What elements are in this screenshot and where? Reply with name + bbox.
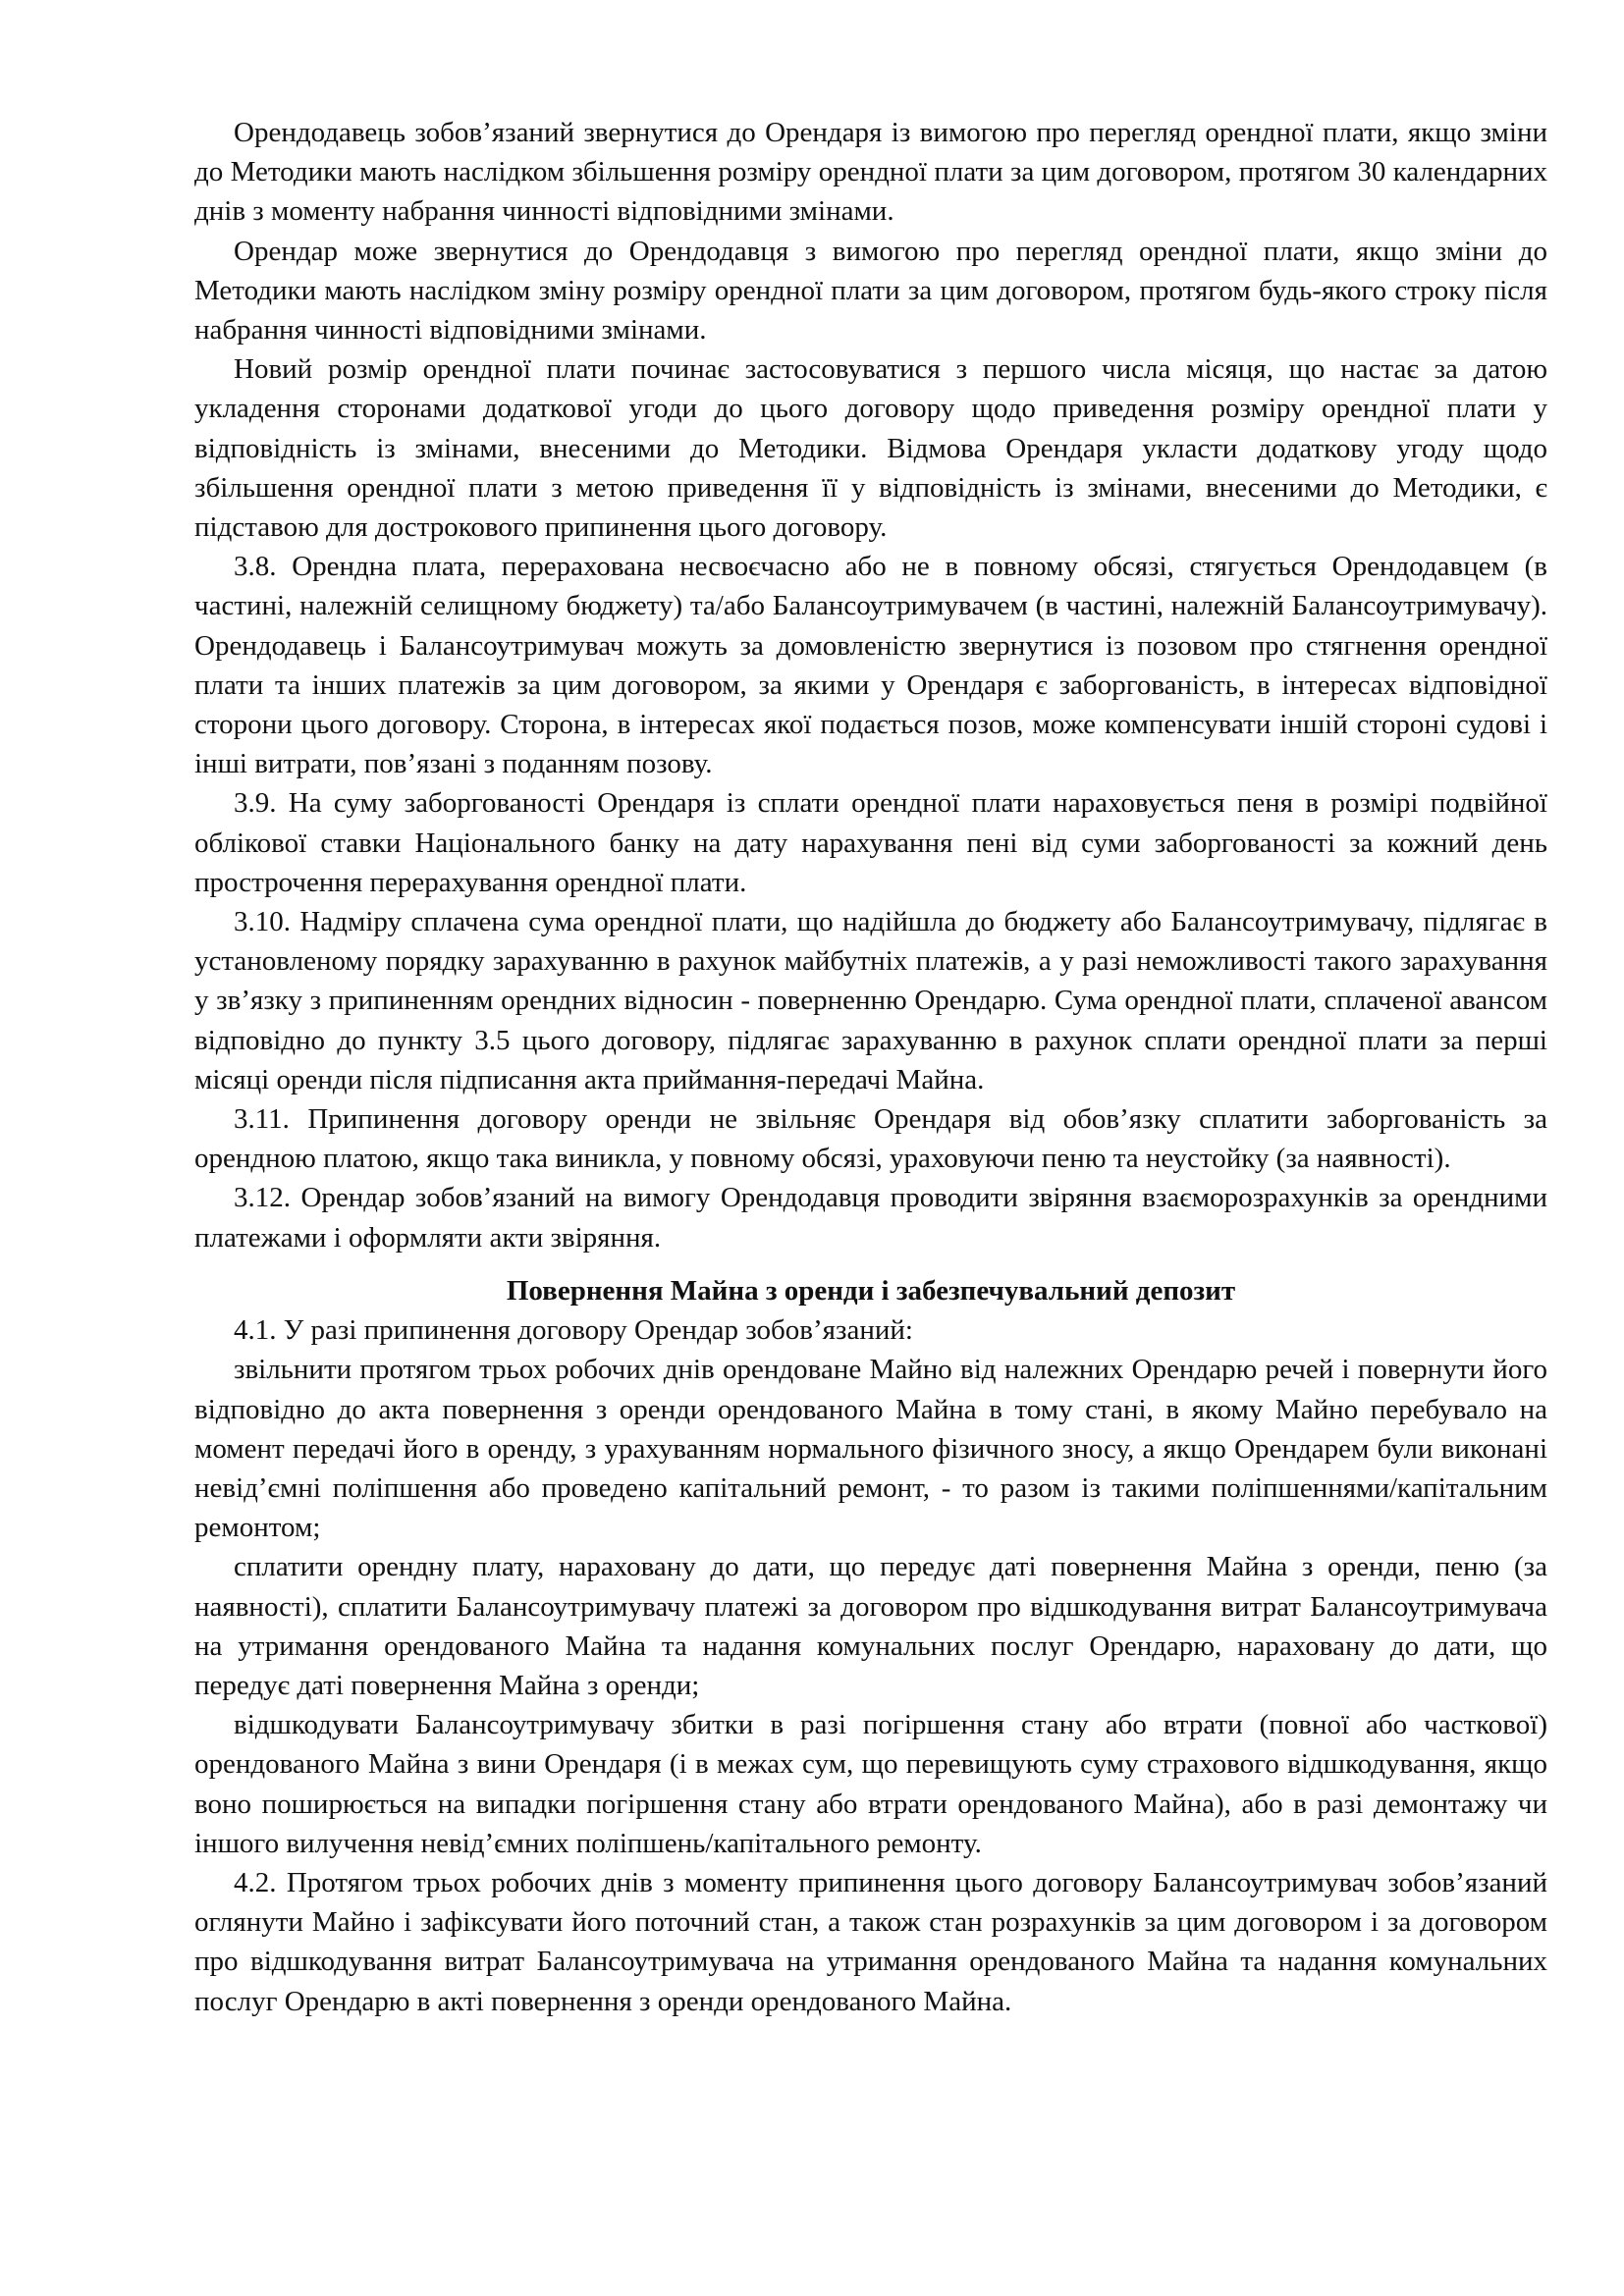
paragraph-clause-3-11: 3.11. Припинення договору оренди не звільняє Орендаря від обов’язку сплатити заборгованість за орендною платою, якщо така виникла, у повному обсязі, ураховуючи пеню та неустойку (за наявності).: [194, 1103, 1547, 1175]
document-page: [194, 113, 1547, 2021]
paragraph-new-rent-effective: Новий розмір орендної плати починає застосовуватися з першого числа місяця, що настає за датою укладення сторонами додаткової угоди до цього договору щодо приведення розміру орендної плати у відповідність із змінами, внесеними до Методики. Відмова Орендаря укласти додаткову угоду щодо збільшення орендної плати з метою приведення її у відповідність із змінами, внесеними до Методики, є підставою для дострокового припинення цього договору.: [194, 353, 1547, 544]
paragraph-clause-3-10: 3.10. Надміру сплачена сума орендної плати, що надійшла до бюджету або Балансоутримувачу, підлягає в установленому порядку зарахуванню в рахунок майбутніх платежів, а у разі неможливості такого зарахування у зв’язку з припиненням орендних відносин - поверненню Орендарю. Сума орендної плати, сплаченої авансом відповідно до пункту 3.5 цього договору, підлягає зарахуванню в рахунок сплати орендної плати за перші місяці оренди після підписання акта приймання-передачі Майна.: [194, 906, 1547, 1095]
paragraph-clause-3-12: 3.12. Орендар зобов’язаний на вимогу Орендодавця проводити звіряння взаєморозрахунків за орендними платежами і оформляти акти звіряння.: [194, 1182, 1547, 1254]
paragraph-clause-4-2: 4.2. Протягом трьох робочих днів з моменту припинення цього договору Балансоутримувач зобов’язаний оглянути Майно і зафіксувати його поточний стан, а також стан розрахунків за цим договором і за договором про відшкодування витрат Балансоутримувача на утримання орендованого Майна та надання комунальних послуг Орендарю в акті повернення з оренди орендованого Майна.: [194, 1866, 1547, 2017]
paragraph-review-obligation: Орендодавець зобов’язаний звернутися до Орендаря із вимогою про перегляд орендної плати, якщо зміни до Методики мають наслідком збільшення розміру орендної плати за цим договором, протягом 30 календарних днів з моменту набрання чинності відповідними змінами.: [194, 117, 1547, 228]
paragraph-clause-3-8: 3.8. Орендна плата, перерахована несвоєчасно або не в повному обсязі, стягується Орендодавцем (в частині, належній селищному бюджету) та/або Балансоутримувачем (в частині, належній Балансоутримувачу). Орендодавець і Балансоутримувач можуть за домовленістю звернутися із позовом про стягнення орендної плати та інших платежів за цим договором, за якими у Орендаря є заборгованість, в інтересах відповідної сторони цього договору. Сторона, в інтересах якої подається позов, може компенсувати іншій стороні судові і інші витрати, пов’язані з поданням позову.: [194, 551, 1547, 780]
paragraph-clause-3-9: 3.9. На суму заборгованості Орендаря із сплати орендної плати нараховується пеня в розмірі подвійної облікової ставки Національного банку на дату нарахування пені від суми заборгованості за кожний день прострочення перерахування орендної плати.: [194, 787, 1547, 898]
paragraph-compensate-damages: відшкодувати Балансоутримувачу збитки в разі погіршення стану або втрати (повної або часткової) орендованого Майна з вини Орендаря (і в межах сум, що перевищують суму страхового відшкодування, якщо воно поширюється на випадки погіршення стану або втрати орендованого Майна), або в разі демонтажу чи іншого вилучення невід’ємних поліпшень/капітального ремонту.: [194, 1709, 1547, 1859]
paragraph-pay-rent-due: сплатити орендну плату, нараховану до дати, що передує даті повернення Майна з оренди, пеню (за наявності), сплатити Балансоутримувачу платежі за договором про відшкодування витрат Балансоутримувача на утримання орендованого Майна та надання комунальних послуг Орендарю, нараховану до дати, що передує даті повернення Майна з оренди;: [194, 1551, 1547, 1701]
paragraph-vacate-property: звільнити протягом трьох робочих днів орендоване Майно від належних Орендарю речей і повернути його відповідно до акта повернення з оренди орендованого Майна в тому стані, в якому Майно перебувало на момент передачі його в оренду, з урахуванням нормального фізичного зносу, а якщо Орендарем були виконані невід’ємні поліпшення або проведено капітальний ремонт, - то разом із такими поліпшеннями/капітальним ремонтом;: [194, 1354, 1547, 1544]
paragraph-tenant-review-request: Орендар може звернутися до Орендодавця з вимогою про перегляд орендної плати, якщо зміни до Методики мають наслідком зміну розміру орендної плати за цим договором, протягом будь-якого строку після набрання чинності відповідними змінами.: [194, 235, 1547, 347]
section-title: Повернення Майна з оренди і забезпечувальний депозит: [506, 1274, 1236, 1307]
paragraph-clause-4-1: 4.1. У разі припинення договору Орендар зобов’язаний:: [234, 1314, 913, 1347]
